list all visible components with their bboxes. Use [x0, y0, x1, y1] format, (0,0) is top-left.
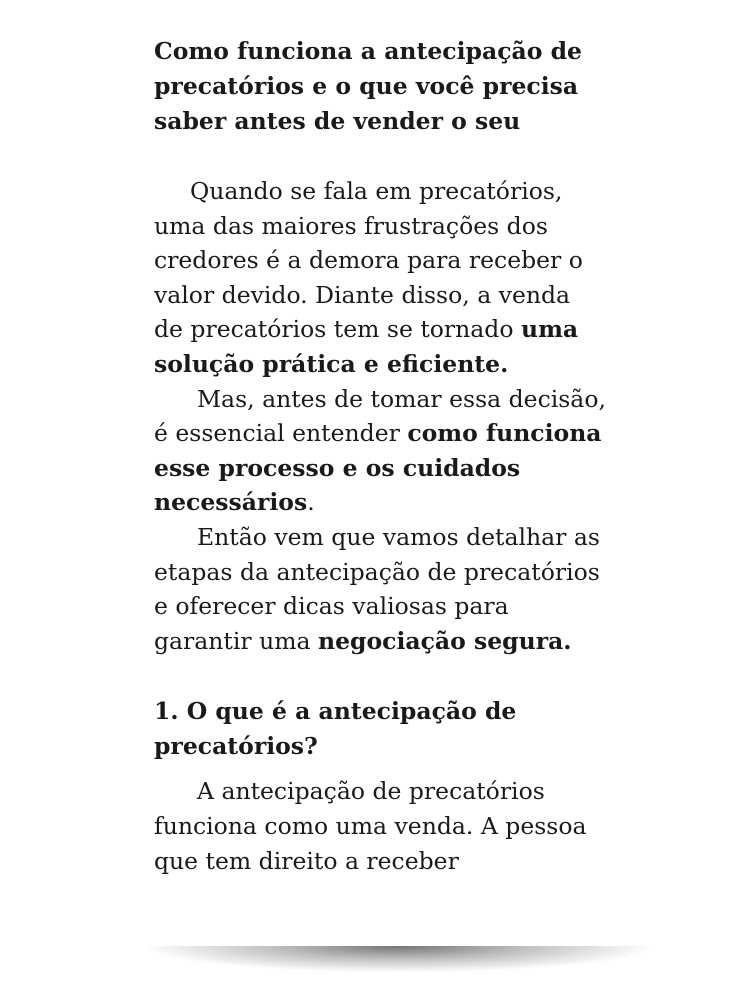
intro-paragraph-3-text: Então vem que vamos detalhar as etapas da antecipação de precatórios e oferecer dicas valiosas para garantir uma: [154, 522, 600, 655]
spacer: [154, 764, 606, 774]
intro-paragraph-2: [154, 382, 606, 520]
page-bottom-shadow: [148, 946, 650, 972]
intro-paragraph-2-end: .: [307, 488, 315, 517]
document-page: [148, 0, 650, 948]
intro-paragraph-2-text: Mas, antes de tomar essa decisão, é essencial entender: [154, 384, 606, 448]
intro-paragraph-1-bold: uma solução prática e eficiente.: [154, 315, 579, 378]
article-body: [154, 34, 606, 878]
spacer: [154, 658, 606, 694]
intro-paragraph-1: [154, 174, 606, 382]
spacer: [154, 139, 606, 174]
article-title: Como funciona a antecipação de precatórios e o que você precisa saber antes de vender o seu: [154, 37, 582, 135]
intro-paragraph-3-bold: negociação segura.: [318, 626, 572, 655]
intro-paragraph-2-bold: como funciona esse processo e os cuidados necessários: [154, 419, 602, 517]
intro-paragraph-3: [154, 520, 606, 658]
section-1-paragraph-1: A antecipação de precatórios funciona como uma venda. A pessoa que tem direito a receber: [154, 777, 587, 875]
intro-paragraph-1-text: Quando se fala em precatórios, uma das maiores frustrações dos credores é a demora para receber o valor devido. Diante disso, a venda de precatórios tem se tornado: [154, 177, 583, 344]
section-1-heading: 1. O que é a antecipação de precatórios?: [154, 697, 517, 761]
